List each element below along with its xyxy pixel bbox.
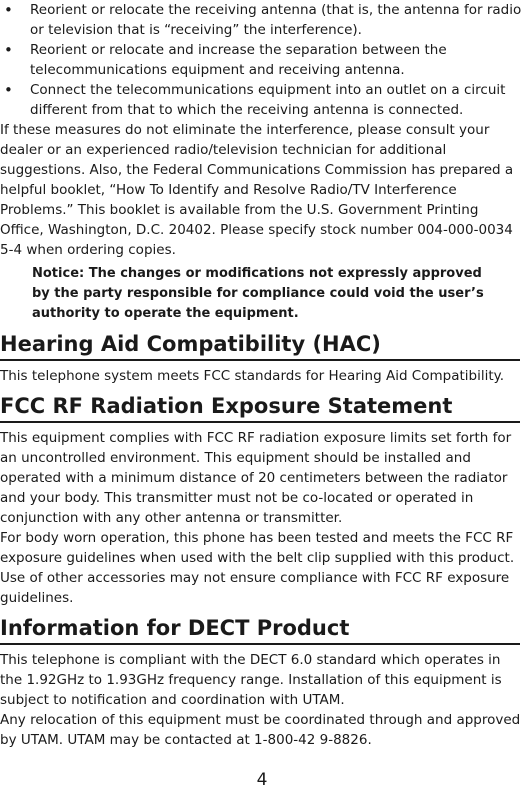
rf-exposure-heading: FCC RF Radiation Exposure Statement [0,392,520,423]
list-item-text: Reorient or relocate and increase the separation between the telecommunications equipment and receiving antenna. [30,42,447,78]
bullet-icon: • [4,81,13,99]
list-item [4,0,522,40]
list-item-text: Connect the telecommunications equipment into an outlet on a circuit different from that to which the receiving antenna is connected. [30,82,506,118]
interference-remedies-list [4,0,522,120]
page-number: 4 [256,770,268,790]
bullet-icon: • [4,1,13,19]
dect-body-2: Any relocation of this equipment must be coordinated through and approved by UTAM. UTAM may be contacted at 1-800-42 9-8826. [0,712,521,748]
hac-body: This telephone system meets FCC standards for Hearing Aid Compatibility. [0,368,505,384]
list-item-text: Reorient or relocate the receiving antenna (that is, the antenna for radio or television that is “receiving” the interference). [30,2,522,38]
list-item [4,80,522,120]
bullet-icon: • [4,41,13,59]
interference-paragraph: If these measures do not eliminate the interference, please consult your dealer or an experienced radio/television technician for additional suggestions. Also, the Federal Communications Commission has prepared a helpful booklet, “How To Identify and Resolve Radio/TV Interference Problems.” This booklet is available from the U.S. Government Printing Office, Washington, D.C. 20402. Please specify stock number 004-000-0034 5-4 when ordering copies. [0,122,514,258]
dect-heading: Information for DECT Product [0,614,520,645]
rf-exposure-body-2: For body worn operation, this phone has been tested and meets the FCC RF exposure guidelines when used with the belt clip supplied with this product. Use of other accessories may not ensure compliance with FCC RF exposure guidelines. [0,530,515,606]
modification-notice: Notice: The changes or modifications not expressly approved by the party responsible for compliance could void the user’s authority to operate the equipment. [32,266,484,321]
rf-exposure-body-1: This equipment complies with FCC RF radiation exposure limits set forth for an uncontrolled environment. This equipment should be installed and operated with a minimum distance of 20 centimeters between the radiator and your body. This transmitter must not be co-located or operated in conjunction with any other antenna or transmitter. [0,430,512,526]
list-item [4,40,522,80]
dect-body-1: This telephone is compliant with the DECT 6.0 standard which operates in the 1.92GHz to 1.93GHz frequency range. Installation of this equipment is subject to notification and coordination with UTAM. [0,652,502,708]
hac-heading: Hearing Aid Compatibility (HAC) [0,330,520,361]
